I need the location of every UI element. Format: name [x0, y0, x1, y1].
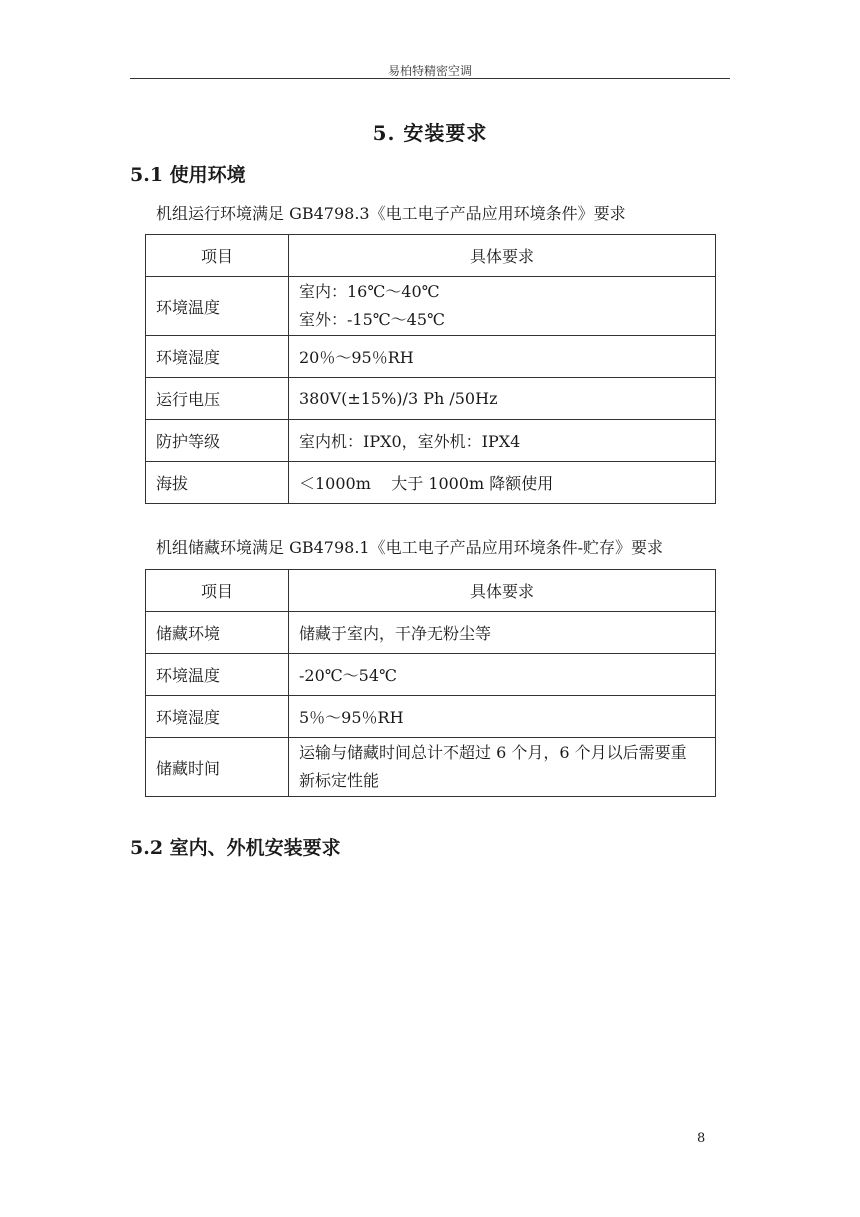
storage-env-intro: 机组储藏环境满足 GB4798.1《电工电子产品应用环境条件-贮存》要求 — [156, 538, 664, 557]
requirement-line: 室外：-15℃～45℃ — [299, 310, 445, 329]
row-requirement — [289, 277, 716, 336]
row-item: 环境温度 — [146, 654, 289, 696]
table-row — [146, 378, 716, 420]
table-row — [146, 612, 716, 654]
table-row — [146, 462, 716, 504]
page-number: 8 — [697, 1131, 706, 1146]
header-requirement: 具体要求 — [289, 570, 716, 612]
row-requirement: 380V(±15%)/3 Ph /50Hz — [289, 378, 716, 420]
row-item: 运行电压 — [146, 378, 289, 420]
row-item: 环境湿度 — [146, 336, 289, 378]
table-row — [146, 654, 716, 696]
header-rule — [130, 78, 730, 79]
row-item: 储藏时间 — [146, 738, 289, 797]
operating-env-intro: 机组运行环境满足 GB4798.3《电工电子产品应用环境条件》要求 — [156, 204, 626, 223]
table-row — [146, 420, 716, 462]
table-header-row — [146, 570, 716, 612]
header-item: 项目 — [146, 570, 289, 612]
row-requirement: 室内机：IPX0，室外机：IPX4 — [289, 420, 716, 462]
table-row — [146, 696, 716, 738]
requirement-line: 运输与储藏时间总计不超过 6 个月，6 个月以后需要重 — [299, 743, 687, 762]
row-item: 环境温度 — [146, 277, 289, 336]
table-header-row — [146, 235, 716, 277]
header-item: 项目 — [146, 235, 289, 277]
row-item: 防护等级 — [146, 420, 289, 462]
storage-env-table — [145, 569, 716, 797]
table-row — [146, 336, 716, 378]
subsection-title-5-1: 5.1 使用环境 — [130, 164, 246, 186]
row-item: 环境湿度 — [146, 696, 289, 738]
row-requirement: -20℃～54℃ — [289, 654, 716, 696]
section-title: 5. 安装要求 — [372, 121, 488, 145]
header-requirement: 具体要求 — [289, 235, 716, 277]
row-requirement — [289, 738, 716, 797]
row-requirement: 储藏于室内，干净无粉尘等 — [289, 612, 716, 654]
requirement-line: 新标定性能 — [299, 771, 380, 790]
row-requirement: 20％～95％RH — [289, 336, 716, 378]
page-header: 易柏特精密空调 — [387, 64, 472, 78]
row-item: 储藏环境 — [146, 612, 289, 654]
requirement-line: 室内：16℃～40℃ — [299, 282, 440, 301]
table-row — [146, 738, 716, 797]
row-item: 海拔 — [146, 462, 289, 504]
row-requirement: 5％～95％RH — [289, 696, 716, 738]
table-row — [146, 277, 716, 336]
operating-env-table — [145, 234, 716, 504]
subsection-title-5-2: 5.2 室内、外机安装要求 — [130, 837, 341, 859]
row-requirement: ＜1000m 大于 1000m 降额使用 — [289, 462, 716, 504]
